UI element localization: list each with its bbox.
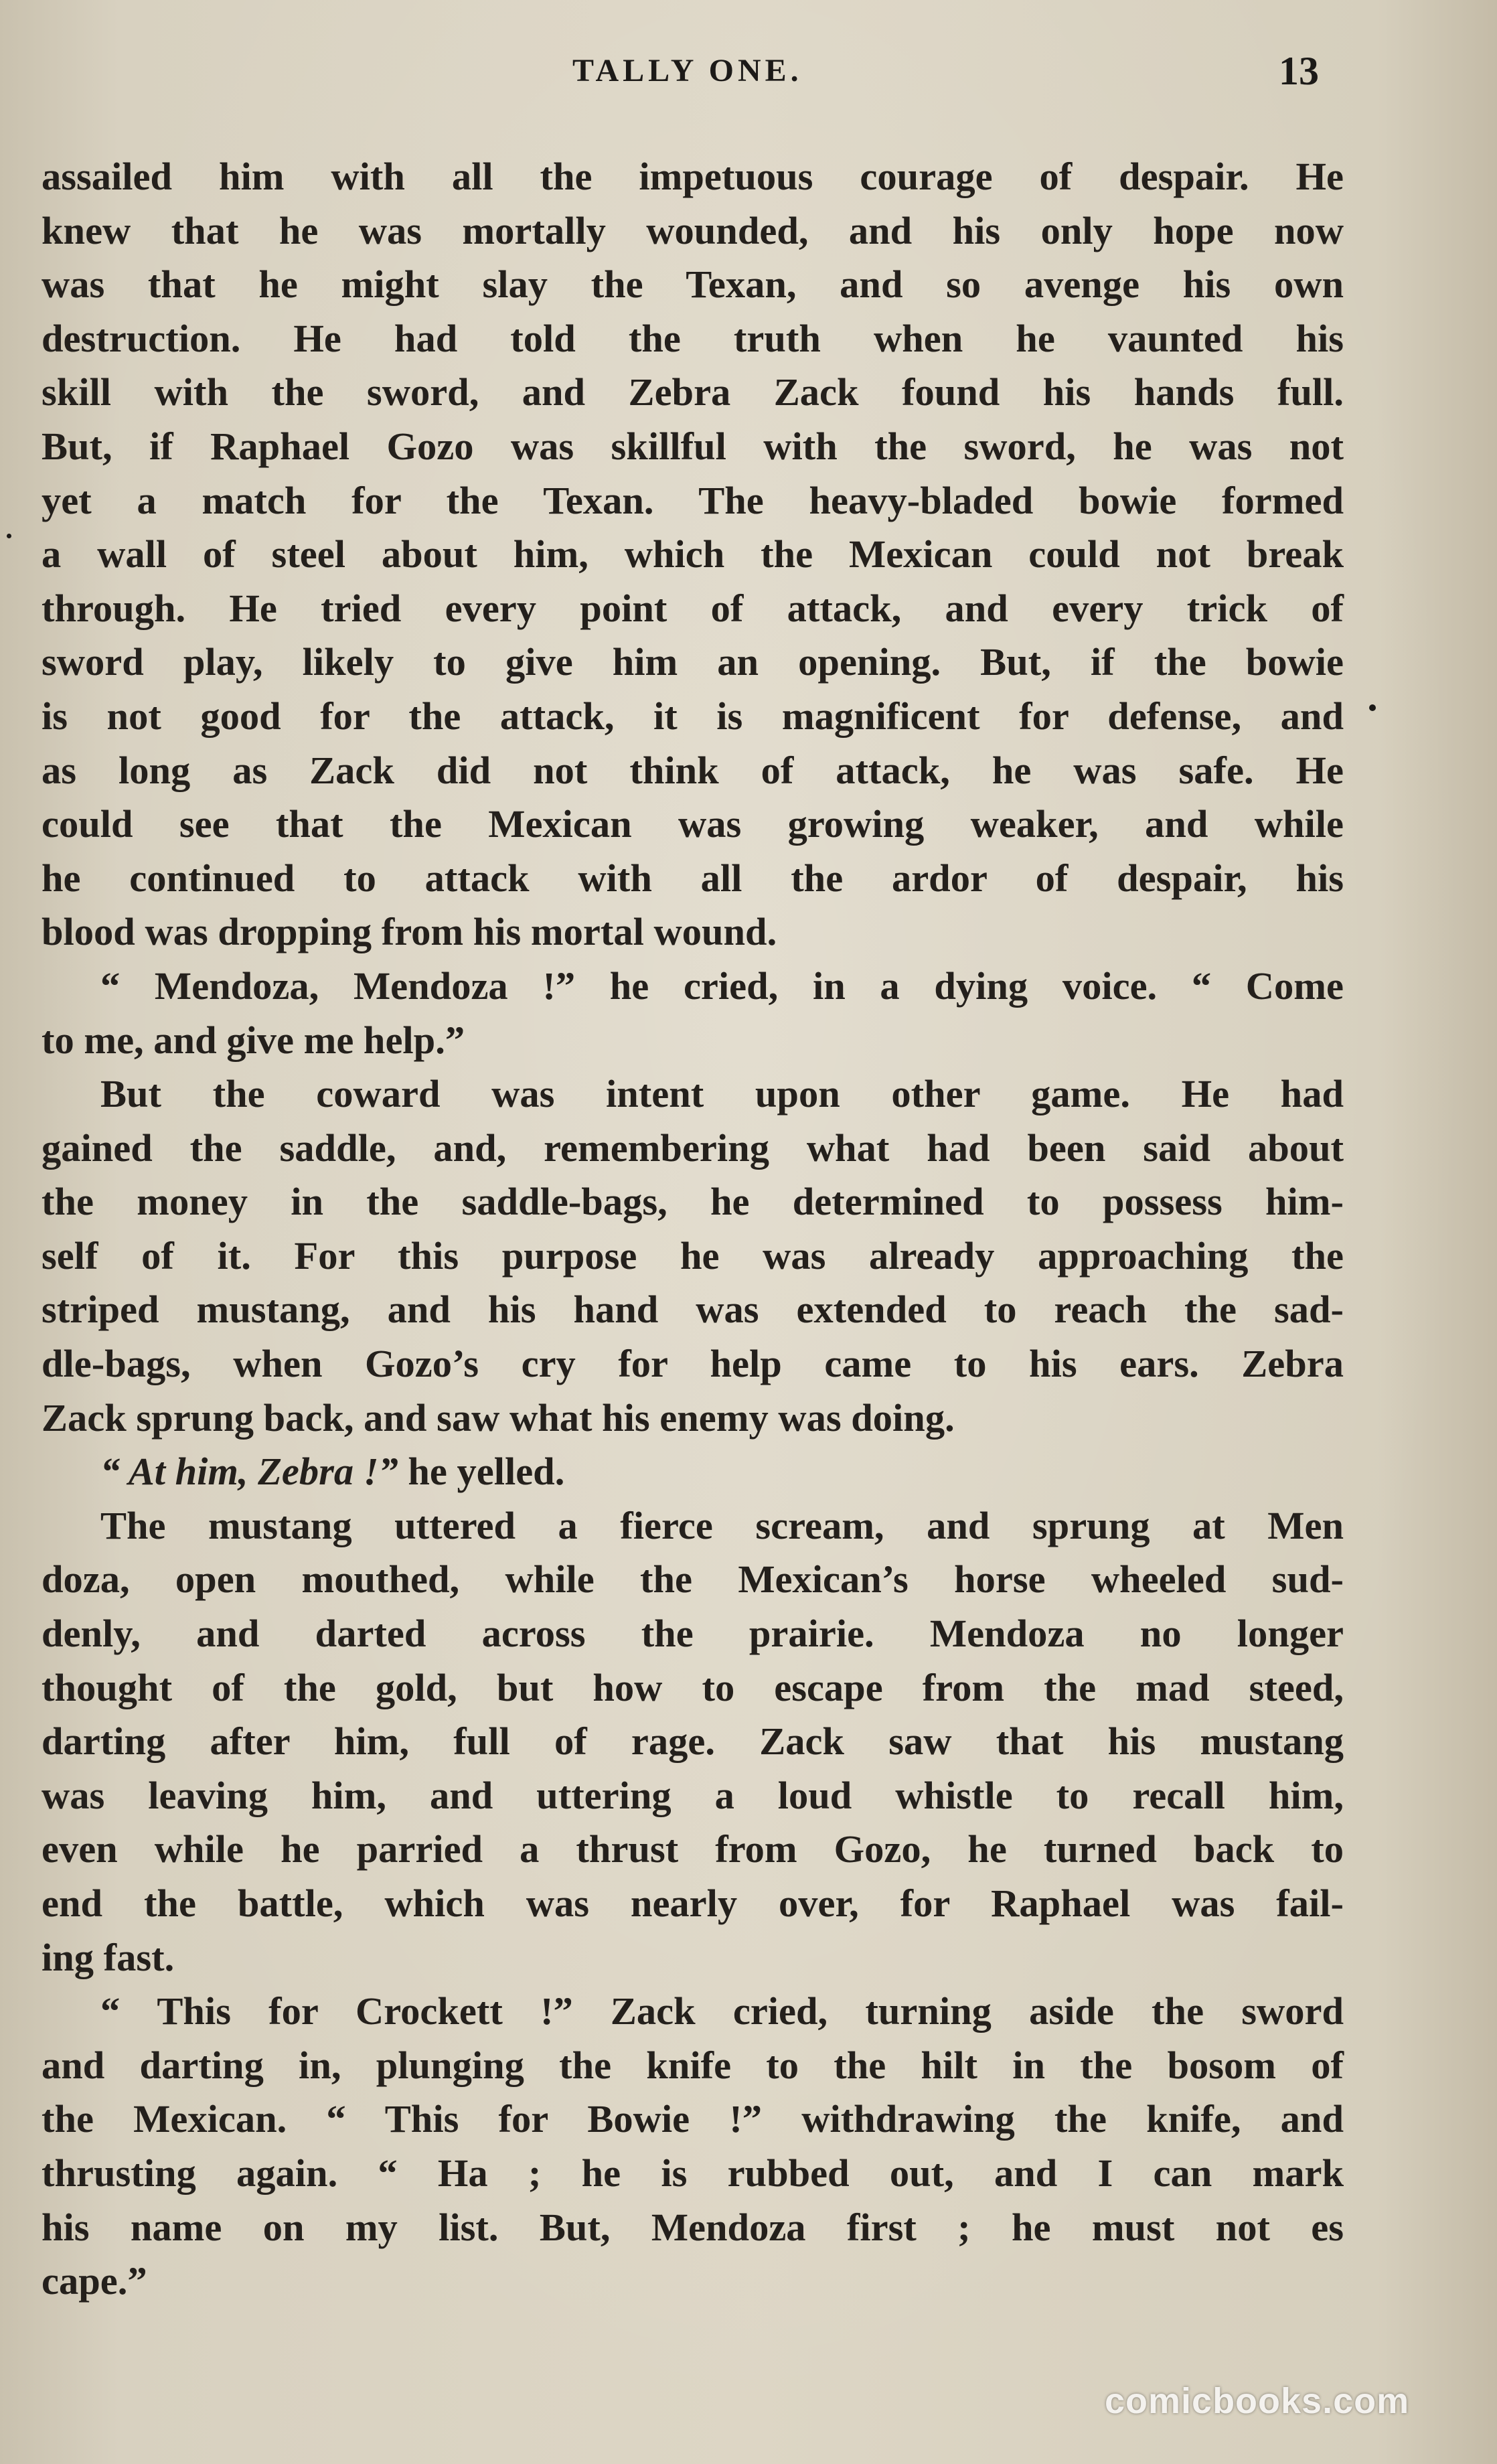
text-line: self of it. For this purpose he was already approaching the bbox=[42, 1233, 1344, 1278]
running-head bbox=[0, 49, 1497, 106]
text-line: doza, open mouthed, while the Mexican’s horse wheeled sud- bbox=[42, 1557, 1344, 1602]
text-line: thought of the gold, but how to escape from the mad steed, bbox=[42, 1665, 1344, 1709]
text-line: assailed him with all the impetuous courage of despair. He bbox=[42, 155, 1344, 198]
text-line: could see that the Mexican was growing weaker, and while bbox=[42, 802, 1344, 846]
text-line: Zack sprung back, and saw what his enemy was doing. bbox=[42, 1395, 955, 1440]
text-line: the Mexican. “ This for Bowie !” withdrawing the knife, and bbox=[42, 2097, 1344, 2141]
text-line: cape.” bbox=[42, 2259, 147, 2303]
running-title: TALLY ONE. bbox=[572, 53, 803, 88]
text-fragment: he yelled. bbox=[408, 1450, 565, 1494]
italic-exclamation: “ At him, Zebra !” bbox=[100, 1450, 398, 1494]
text-line: ing fast. bbox=[42, 1935, 175, 1979]
text-line: “ This for Crockett !” Zack cried, turning aside the sword bbox=[100, 1989, 1344, 2033]
text-line: darting after him, full of rage. Zack saw that his mustang bbox=[42, 1719, 1344, 1764]
text-line: end the battle, which was nearly over, for Raphael was fail- bbox=[42, 1881, 1344, 1925]
text-line: he continued to attack with all the ardor of despair, his bbox=[42, 856, 1344, 900]
text-line: and darting in, plunging the knife to the hilt in the bosom of bbox=[42, 2043, 1344, 2087]
text-line: yet a match for the Texan. The heavy-bladed bowie formed bbox=[42, 478, 1344, 522]
text-line: the money in the saddle-bags, he determined to possess him- bbox=[42, 1180, 1344, 1224]
text-line: denly, and darted across the prairie. Mendoza no longer bbox=[42, 1612, 1344, 1656]
text-line: a wall of steel about him, which the Mexican could not break bbox=[42, 532, 1344, 576]
text-line: thrusting again. “ Ha ; he is rubbed out, and I can mark bbox=[42, 2151, 1344, 2195]
text-line: his name on my list. But, Mendoza first ; he must not es bbox=[42, 2205, 1344, 2249]
page-number: 13 bbox=[1279, 49, 1319, 93]
text-line bbox=[42, 1445, 1344, 1499]
ink-speck bbox=[7, 534, 11, 538]
text-line: skill with the sword, and Zebra Zack found his hands full. bbox=[42, 370, 1344, 414]
text-line: “ Mendoza, Mendoza !” he cried, in a dying voice. “ Come bbox=[100, 964, 1344, 1008]
ink-speck bbox=[1369, 704, 1376, 711]
text-line: gained the saddle, and, remembering what had been said about bbox=[42, 1126, 1344, 1170]
text-line: blood was dropping from his mortal wound. bbox=[42, 910, 777, 954]
text-line: through. He tried every point of attack, and every trick of bbox=[42, 586, 1344, 630]
text-line: But the coward was intent upon other game. He had bbox=[100, 1072, 1344, 1116]
text-line: knew that he was mortally wounded, and his only hope now bbox=[42, 208, 1344, 252]
text-line: dle-bags, when Gozo’s cry for help came to his ears. Zebra bbox=[42, 1342, 1344, 1386]
text-line: even while he parried a thrust from Gozo, he turned back to bbox=[42, 1827, 1344, 1871]
text-line: is not good for the attack, it is magnificent for defense, and bbox=[42, 694, 1344, 738]
text-line: as long as Zack did not think of attack, he was safe. He bbox=[42, 748, 1344, 792]
text-line: striped mustang, and his hand was extended to reach the sad- bbox=[42, 1288, 1344, 1332]
text-line: sword play, likely to give him an opening. But, if the bowie bbox=[42, 640, 1344, 684]
text-line: was that he might slay the Texan, and so avenge his own bbox=[42, 262, 1344, 307]
text-line: to me, and give me help.” bbox=[42, 1018, 465, 1062]
text-line: But, if Raphael Gozo was skillful with the sword, he was not bbox=[42, 424, 1344, 468]
watermark: comicbooks.com bbox=[1105, 2381, 1410, 2421]
body-text bbox=[42, 150, 1344, 2309]
text-line: The mustang uttered a fierce scream, and sprung at Men bbox=[100, 1503, 1344, 1547]
text-line: was leaving him, and uttering a loud whistle to recall him, bbox=[42, 1773, 1344, 1817]
text-line: destruction. He had told the truth when he vaunted his bbox=[42, 316, 1344, 360]
